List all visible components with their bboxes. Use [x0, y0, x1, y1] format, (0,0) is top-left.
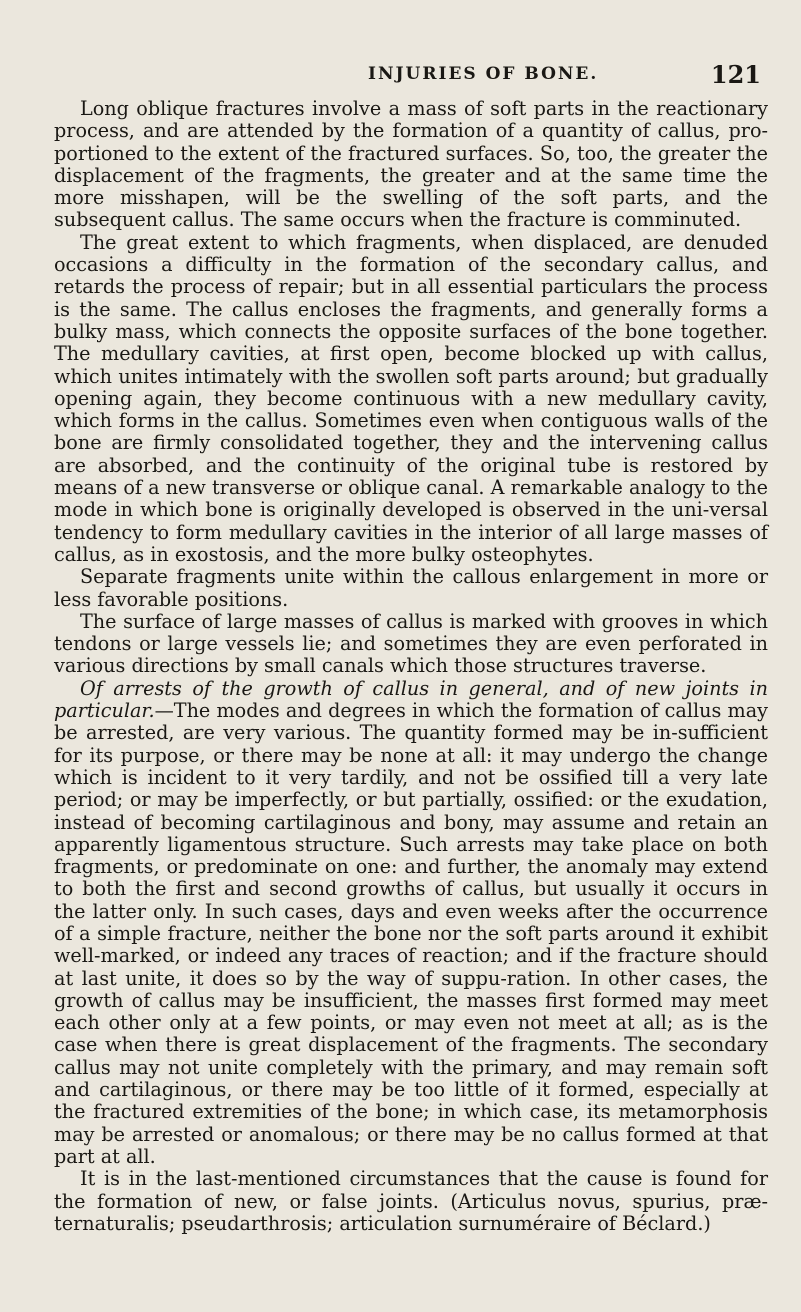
- paragraph: The great extent to which fragments, when displaced, are denuded occasions a difficulty in the formation of the secondary callus, and retards the process of repair; but in all essential particulars the process is the same. The callus encloses the fragments, and generally forms a bulky mass, which connects the opposite surfaces of the bone together. The medullary cavities, at first open, become blocked up with callus, which unites intimately with the swollen soft parts around; but gradually opening again, they become continuous with a new medullary cavity, which forms in the callus. Sometimes even when contiguous walls of the bone are firmly consolidated together, they and the intervening callus are absorbed, and the continuity of the original tube is restored by means of a new transverse or oblique canal. A remarkable analogy to the mode in which bone is originally developed is observed in the uni-versal tendency to form medullary cavities in the interior of all large masses of callus, as in exostosis, and the more bulky osteophytes.: [54, 230, 768, 566]
- section-paragraph: [54, 678, 768, 1169]
- page-header: [58, 60, 761, 90]
- section-title: Of arrests of the growth of callus in general, and of new joints in particular.: [54, 676, 768, 723]
- body-text: [54, 98, 768, 1235]
- paragraph: It is in the last-mentioned circumstances that the cause is found for the formation of new, or false joints. (Articulus novus, spurius, præ-ternaturalis; pseudarthrosis; articulation surnuméraire of Béclard.): [54, 1167, 768, 1235]
- paragraph: The surface of large masses of callus is marked with grooves in which tendons or large vessels lie; and sometimes they are even perforated in various directions by small canals which those structures traverse.: [54, 609, 768, 678]
- running-head: INJURIES OF BONE.: [368, 64, 599, 84]
- section-body: —The modes and degrees in which the formation of callus may be arrested, are very various. The quantity formed may be in-sufficient for its purpose, or there may be none at all: it may undergo the change which is incident to it very tardily, and not be ossified till a very late period; or may be imperfectly, or but partially, ossified: or the exudation, instead of becoming cartilaginous and bony, may assume and retain an apparently ligamentous structure. Such arrests may take place on both fragments, or predominate on one: and further, the anomaly may extend to both the first and second growths of callus, but usually it occurs in the latter only. In such cases, days and even weeks after the occurrence of a simple fracture, neither the bone nor the soft parts around it exhibit well-marked, or indeed any traces of reaction; and if the fracture should at last unite, it does so by the way of suppu-ration. In other cases, the growth of callus may be insufficient, the masses first formed may meet each other only at a few points, or may even not meet at all; as is the case when there is great displacement of the fragments. The secondary callus may not unite completely with the primary, and may remain soft and cartilaginous, or there may be too little of it formed, especially at the fractured extremities of the bone; in which case, its metamorphosis may be arrested or anomalous; or there may be no callus formed at that part at all.: [54, 699, 768, 1168]
- paragraph: Separate fragments unite within the callous enlargement in more or less favorable positions.: [54, 565, 768, 611]
- paragraph: Long oblique fractures involve a mass of soft parts in the reactionary process, and are attended by the formation of a quantity of callus, pro-portioned to the extent of the fractured surfaces. So, too, the greater the displacement of the fragments, the greater and at the same time the more misshapen, will be the swelling of the soft parts, and the subsequent callus. The same occurs when the fracture is comminuted.: [54, 97, 768, 232]
- page-number: 121: [710, 60, 761, 89]
